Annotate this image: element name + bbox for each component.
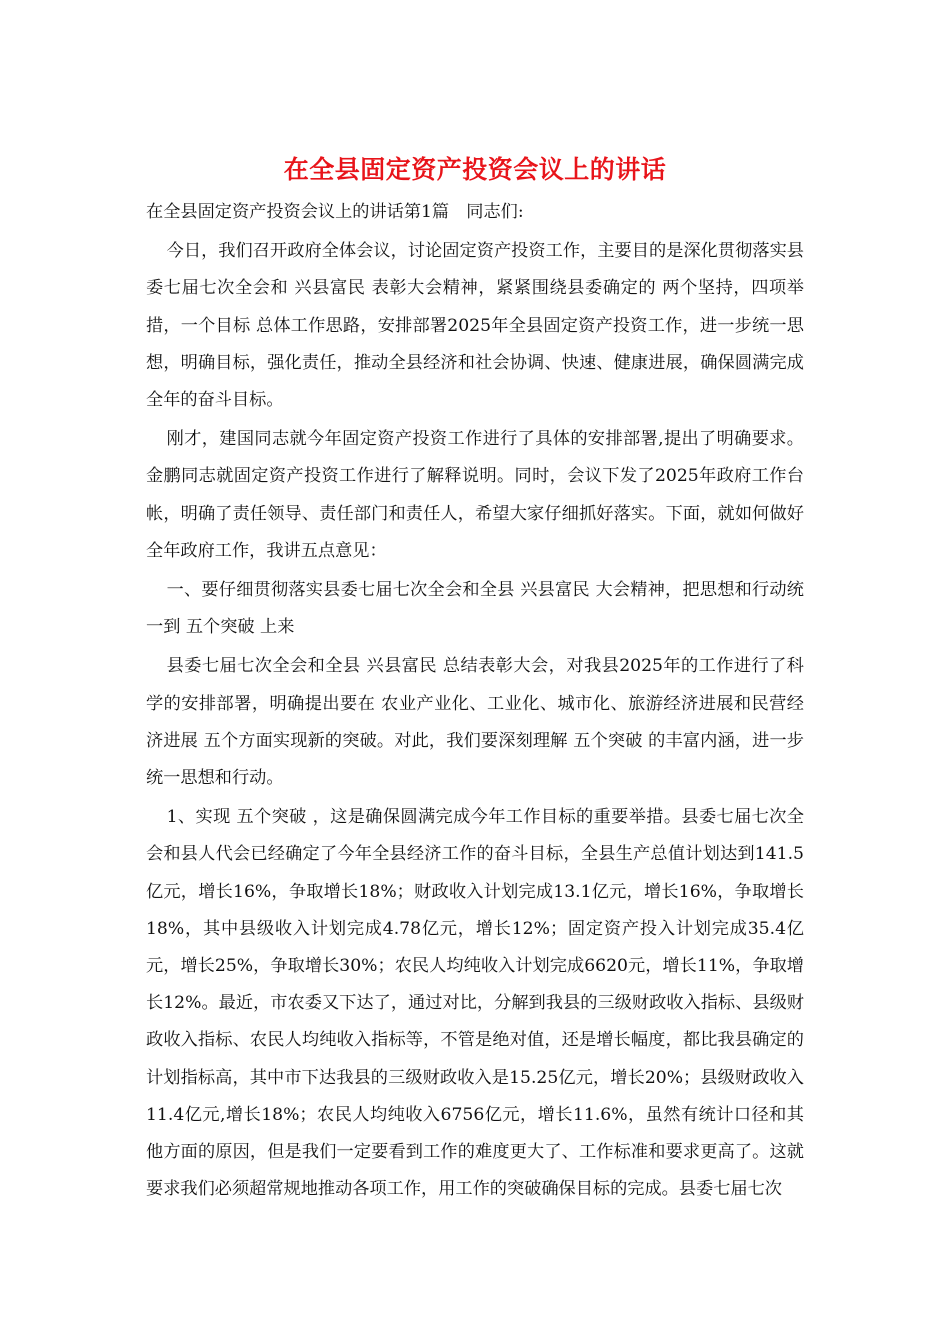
paragraph: 刚才，建国同志就今年固定资产投资工作进行了具体的安排部署,提出了明确要求。金鹏同志就固定资产投资工作进行了解释说明。同时，会议下发了2025年政府工作台帐，明确了责任领导、责任部门和责任人，希望大家仔细抓好落实。下面，就如何做好全年政府工作，我讲五点意见：: [146, 429, 804, 561]
paragraph: 1、实现 五个突破 ，这是确保圆满完成今年工作目标的重要举措。县委七届七次全会和县人代会已经确定了今年全县经济工作的奋斗目标，全县生产总值计划达到141.5亿元，增长16%，争取增长18%；财政收入计划完成13.1亿元，增长16%，争取增长18%，其中县级收入计划完成4.78亿元，增长12%；固定资产投入计划完成35.4亿元，增长25%，争取增长30%；农民人均纯收入计划完成6620元，增长11%，争取增长12%。最近，市农委又下达了，通过对比，分解到我县的三级财政收入指标、县级财政收入指标、农民人均纯收入指标等，不管是绝对值，还是增长幅度，都比我县确定的计划指标高，其中市下达我县的三级财政收入是15.25亿元，增长20%；县级财政收入11.4亿元,增长18%；农民人均纯收入6756亿元，增长11.6%，虽然有统计口径和其他方面的原因，但是我们一定要看到工作的难度更大了、工作标准和要求更高了。这就要求我们必须超常规地推动各项工作，用工作的突破确保目标的完成。县委七届七次: [146, 807, 804, 1200]
document-body: [146, 194, 804, 1208]
document-title: 在全县固定资产投资会议上的讲话: [283, 155, 667, 184]
section-heading: 一、要仔细贯彻落实县委七届七次全会和全县 兴县富民 大会精神，把思想和行动统一到 五个突破 上来: [146, 580, 804, 638]
paragraph: 在全县固定资产投资会议上的讲话第1篇 同志们:: [146, 202, 524, 222]
paragraph: 县委七届七次全会和全县 兴县富民 总结表彰大会，对我县2025年的工作进行了科学的安排部署，明确提出要在 农业产业化、工业化、城市化、旅游经济进展和民营经济进展 五个方面实现新的突破。对此，我们要深刻理解 五个突破 的丰富内涵，进一步统一思想和行动。: [146, 656, 804, 789]
paragraph: 今日，我们召开政府全体会议，讨论固定资产投资工作，主要目的是深化贯彻落实县委七届七次全会和 兴县富民 表彰大会精神，紧紧围绕县委确定的 两个坚持，四项举措，一个目标 总体工作思路，安排部署2025年全县固定资产投资工作，进一步统一思想，明确目标，强化责任，推动全县经济和社会协调、快速、健康进展，确保圆满完成全年的奋斗目标。: [146, 241, 804, 411]
